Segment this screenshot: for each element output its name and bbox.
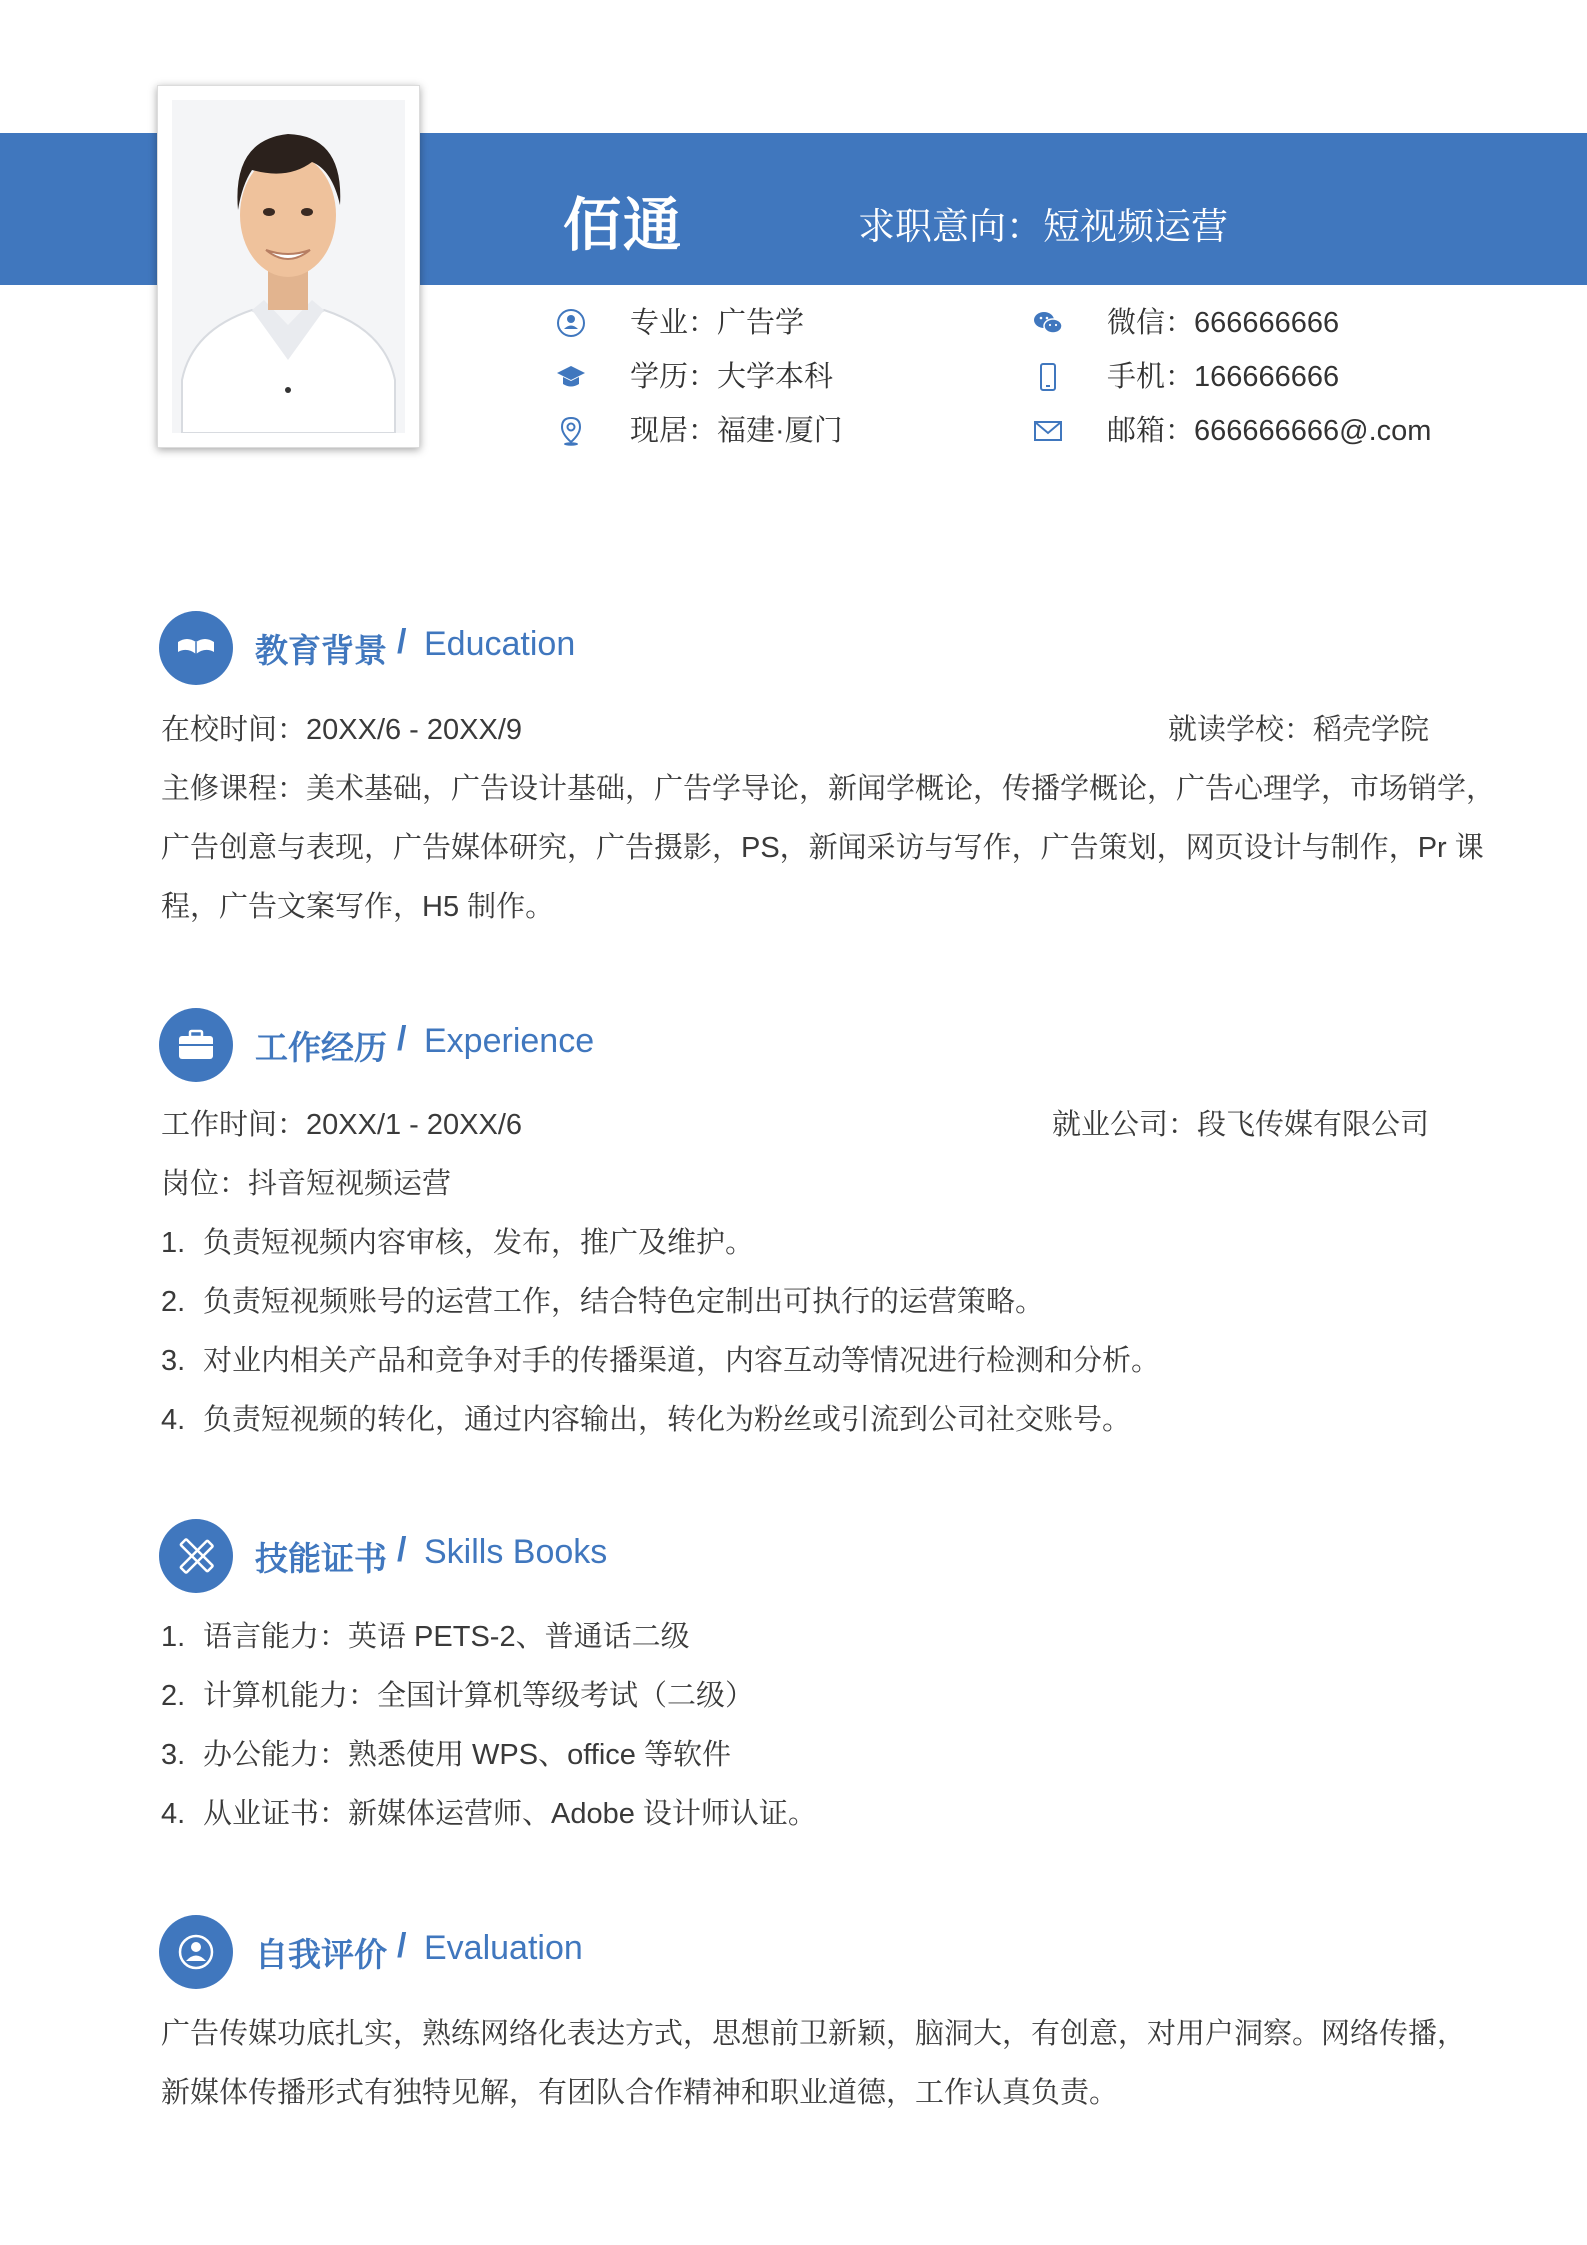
experience-item: 1. 负责短视频内容审核，发布，推广及维护。	[161, 1227, 755, 1259]
location-pin-icon	[555, 415, 587, 447]
skills-title-cn: 技能证书	[255, 1540, 387, 1577]
title-slash: /	[397, 1927, 407, 1965]
title-slash: /	[397, 1020, 407, 1058]
skills-title-en: Skills Books	[424, 1533, 608, 1571]
experience-badge	[159, 1008, 233, 1082]
profile-photo	[157, 85, 420, 448]
info-location-text: 现居：福建·厦门	[630, 415, 843, 447]
skills-item: 4. 从业证书：新媒体运营师、Adobe 设计师认证。	[161, 1798, 817, 1830]
info-phone-text: 手机：166666666	[1107, 361, 1340, 393]
skills-badge	[159, 1519, 233, 1593]
title-slash: /	[397, 623, 407, 661]
info-email-text: 邮箱：666666666@.com	[1107, 415, 1432, 447]
education-badge	[159, 611, 233, 685]
graduation-cap-icon	[555, 361, 587, 393]
education-courses-line: 程，广告文案写作，H5 制作。	[161, 891, 555, 923]
title-slash: /	[397, 1531, 407, 1569]
experience-item: 3. 对业内相关产品和竞争对手的传播渠道，内容互动等情况进行检测和分析。	[161, 1345, 1161, 1377]
skills-item: 3. 办公能力：熟悉使用 WPS、office 等软件	[161, 1739, 731, 1771]
skills-item: 1. 语言能力：英语 PETS-2、普通话二级	[161, 1621, 690, 1653]
candidate-name: 佰通	[563, 193, 684, 258]
open-book-icon	[176, 628, 216, 668]
education-courses-line: 主修课程：美术基础，广告设计基础，广告学导论，新闻学概论，传播学概论，广告心理学，市场销学，	[161, 773, 1496, 805]
experience-title-en: Experience	[424, 1022, 595, 1060]
education-period: 在校时间：20XX/6 - 20XX/9	[161, 714, 523, 746]
evaluation-line: 广告传媒功底扎实，熟练网络化表达方式，思想前卫新颖，脑洞大，有创意，对用户洞察。网络传播，	[161, 2018, 1467, 2050]
education-title-cn: 教育背景	[255, 632, 387, 669]
info-wechat-text: 微信：666666666	[1107, 307, 1340, 339]
education-title-en: Education	[424, 625, 576, 663]
major-icon	[555, 307, 587, 339]
experience-item: 4. 负责短视频的转化，通过内容输出，转化为粉丝或引流到公司社交账号。	[161, 1404, 1132, 1436]
education-courses-line: 广告创意与表现，广告媒体研究，广告摄影，PS，新闻采访与写作，广告策划，网页设计与制作，Pr 课	[161, 832, 1484, 864]
experience-title-cn: 工作经历	[255, 1029, 387, 1066]
experience-item: 2. 负责短视频账号的运营工作，结合特色定制出可执行的运营策略。	[161, 1286, 1045, 1318]
evaluation-title-cn: 自我评价	[255, 1936, 387, 1973]
evaluation-title-en: Evaluation	[424, 1929, 583, 1967]
portrait-image	[172, 100, 405, 433]
briefcase-icon	[176, 1025, 216, 1065]
wechat-icon	[1032, 307, 1064, 339]
evaluation-badge	[159, 1915, 233, 1989]
envelope-icon	[1032, 415, 1064, 447]
evaluation-line: 新媒体传播形式有独特见解，有团队合作精神和职业道德，工作认真负责。	[161, 2077, 1119, 2109]
info-major-text: 专业：广告学	[630, 307, 805, 339]
experience-company: 就业公司：段飞传媒有限公司	[1051, 1109, 1429, 1141]
info-education-text: 学历：大学本科	[630, 361, 834, 393]
mobile-phone-icon	[1032, 361, 1064, 393]
job-intent: 求职意向：短视频运营	[858, 206, 1228, 247]
skills-item: 2. 计算机能力：全国计算机等级考试（二级）	[161, 1680, 755, 1712]
experience-position: 岗位：抖音短视频运营	[161, 1168, 452, 1200]
experience-period: 工作时间：20XX/1 - 20XX/6	[161, 1109, 523, 1141]
person-badge-icon	[176, 1932, 216, 1972]
pencil-ruler-icon	[176, 1536, 216, 1576]
education-school: 就读学校：稻壳学院	[1167, 714, 1429, 746]
